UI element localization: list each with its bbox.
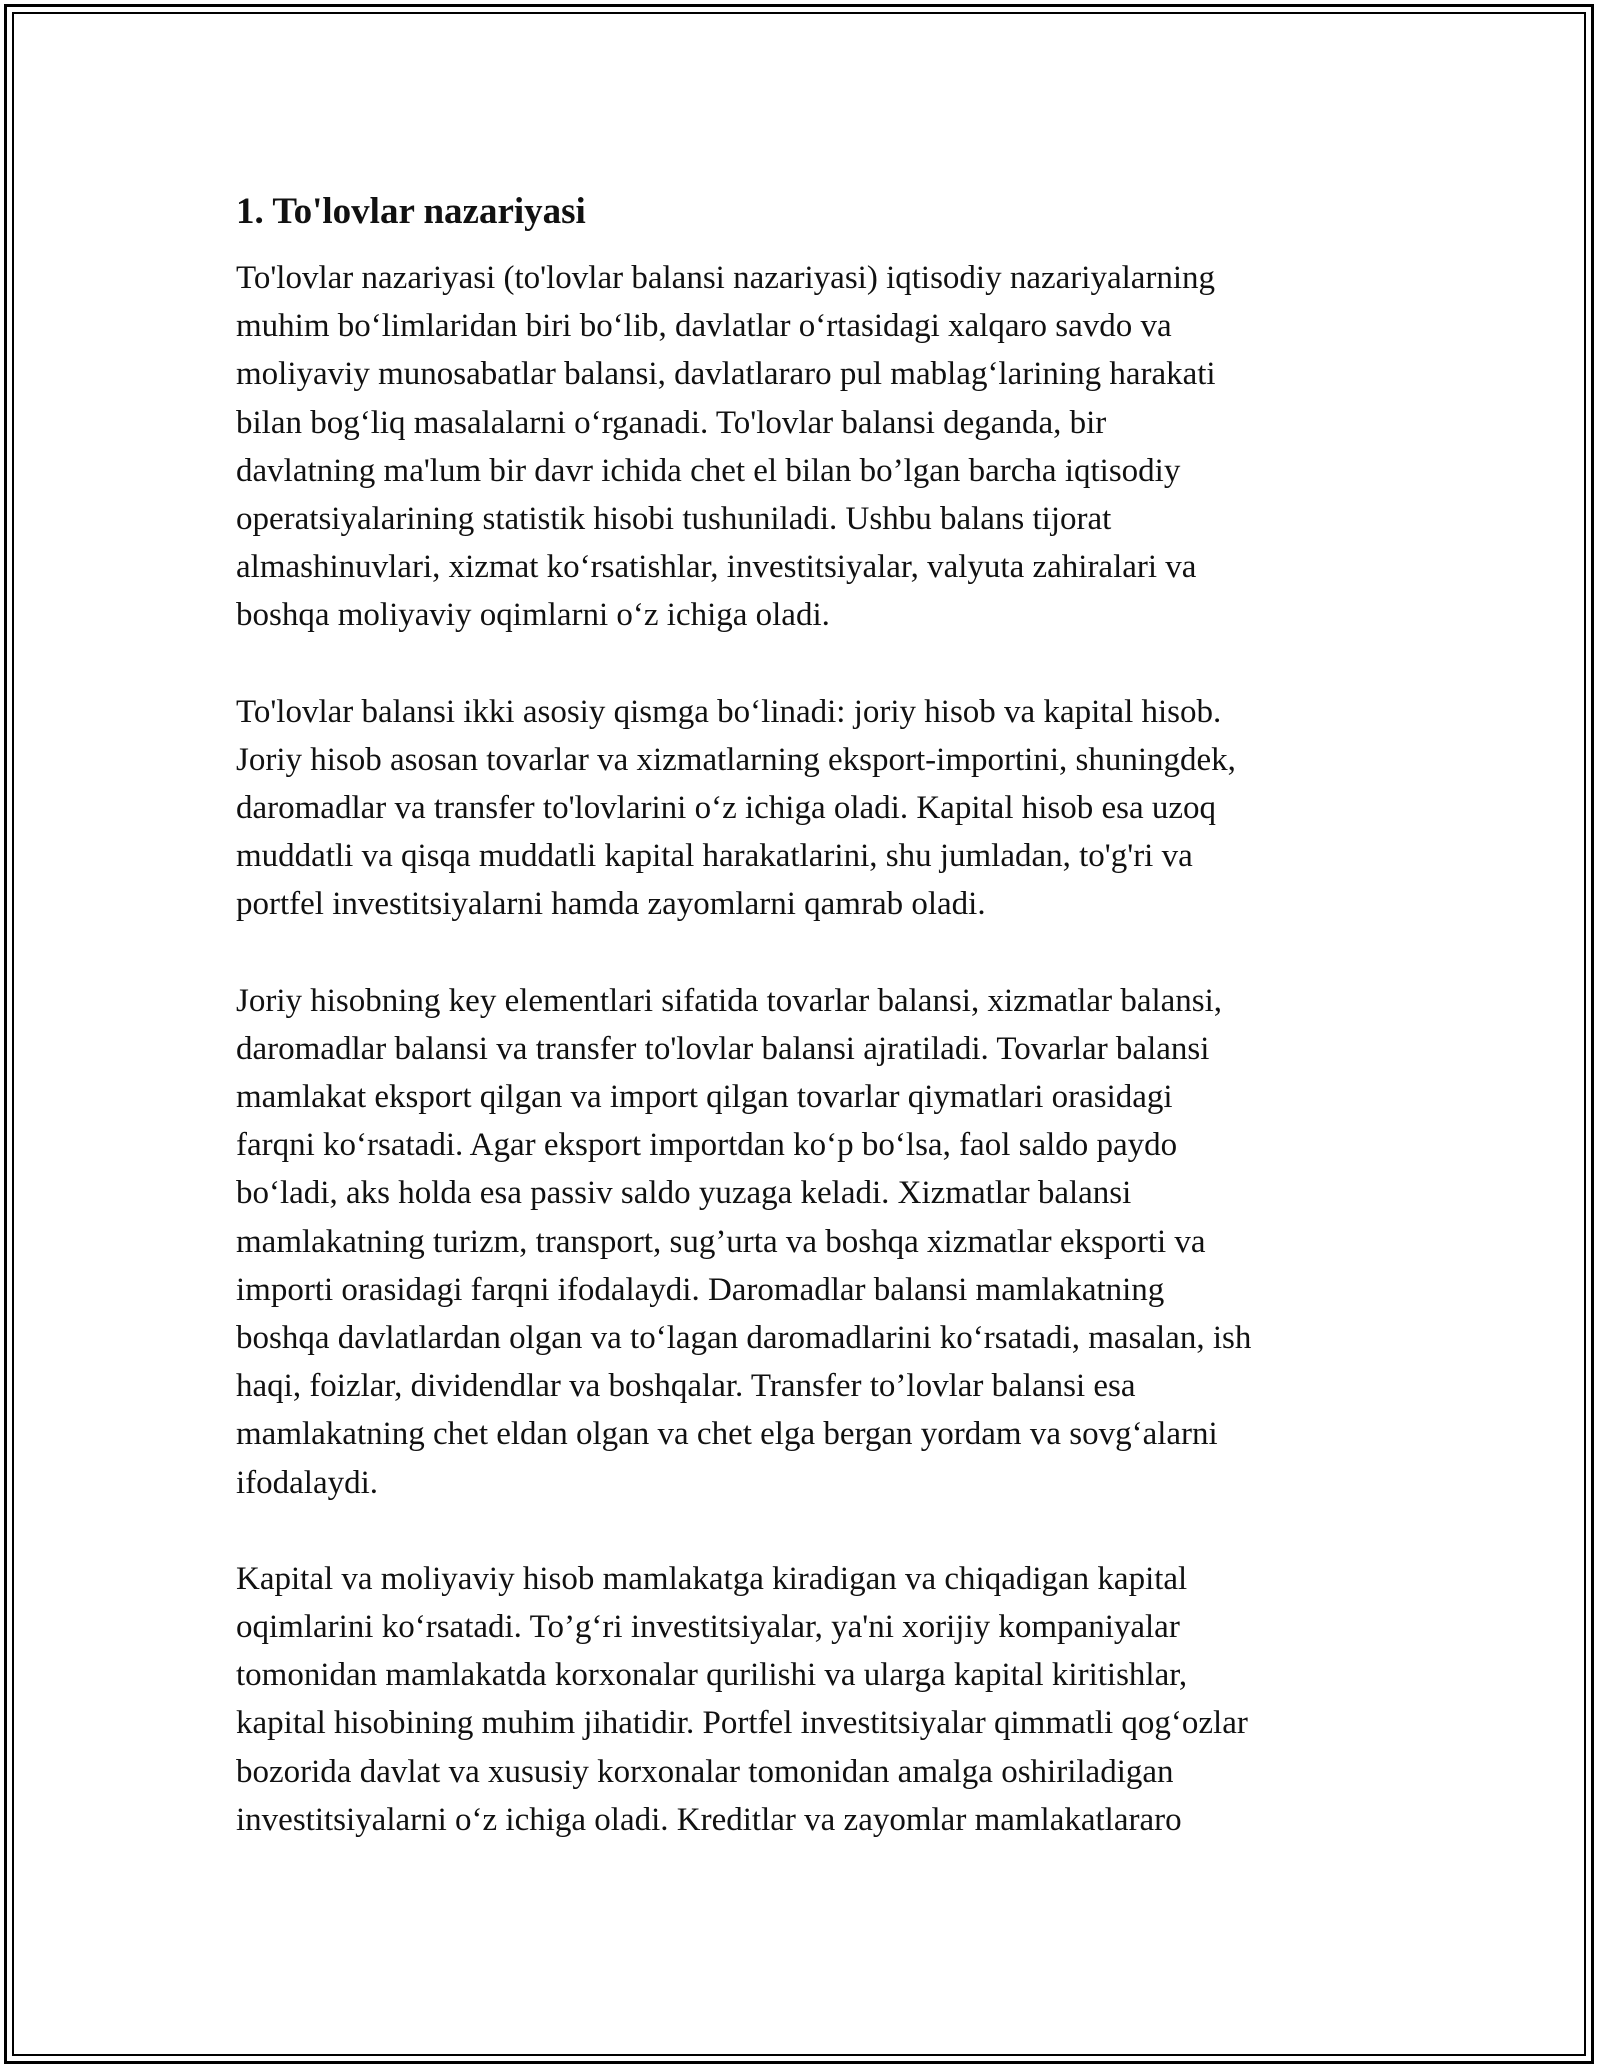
document-body — [236, 188, 1366, 1892]
text-line: davlatning ma'lum bir davr ichida chet el bilan bo’lgan barcha iqtisodiy — [236, 452, 1181, 489]
text-line: bo‘ladi, aks holda esa passiv saldo yuzaga keladi. Xizmatlar balansi — [236, 1175, 1132, 1212]
text-line: muddatli va qisqa muddatli kapital harakatlarini, shu jumladan, to'g'ri va — [236, 838, 1193, 875]
text-line: oqimlarini ko‘rsatadi. To’g‘ri investitsiyalar, ya'ni xorijiy kompaniyalar — [236, 1609, 1180, 1646]
section-heading: 1. To'lovlar nazariyasi — [236, 191, 586, 232]
text-line: Joriy hisobning key elementlari sifatida tovarlar balansi, xizmatlar balansi, — [236, 982, 1223, 1019]
text-line: daromadlar va transfer to'lovlarini o‘z ichiga oladi. Kapital hisob esa uzoq — [236, 790, 1217, 827]
paragraph-3 — [236, 977, 1366, 1507]
text-line: boshqa davlatlardan olgan va to‘lagan daromadlarini ko‘rsatadi, masalan, ish — [236, 1320, 1252, 1357]
text-line: tomonidan mamlakatda korxonalar qurilishi va ularga kapital kiritishlar, — [236, 1657, 1188, 1694]
text-line: Joriy hisob asosan tovarlar va xizmatlarning eksport-importini, shuningdek, — [236, 741, 1236, 778]
text-line: kapital hisobining muhim jihatidir. Portfel investitsiyalar qimmatli qog‘ozlar — [236, 1705, 1248, 1742]
text-line: importi orasidagi farqni ifodalaydi. Daromadlar balansi mamlakatning — [236, 1271, 1165, 1308]
paragraph-4 — [236, 1555, 1366, 1844]
text-line: mamlakatning chet eldan olgan va chet elga bergan yordam va sovg‘alarni — [236, 1416, 1218, 1453]
text-line: almashinuvlari, xizmat ko‘rsatishlar, investitsiyalar, valyuta zahiralari va — [236, 549, 1197, 586]
text-line: boshqa moliyaviy oqimlarni o‘z ichiga oladi. — [236, 597, 830, 634]
text-line: daromadlar balansi va transfer to'lovlar balansi ajratiladi. Tovarlar balansi — [236, 1030, 1210, 1067]
text-line: moliyaviy munosabatlar balansi, davlatlararo pul mablag‘larining harakati — [236, 356, 1216, 393]
text-line: mamlakatning turizm, transport, sug’urta va boshqa xizmatlar eksporti va — [236, 1223, 1206, 1260]
text-line: haqi, foizlar, dividendlar va boshqalar. Transfer to’lovlar balansi esa — [236, 1368, 1136, 1405]
text-line: ifodalaydi. — [236, 1464, 379, 1501]
text-line: operatsiyalarining statistik hisobi tushuniladi. Ushbu balans tijorat — [236, 501, 1112, 538]
text-line: investitsiyalarni o‘z ichiga oladi. Kreditlar va zayomlar mamlakatlararo — [236, 1801, 1182, 1838]
text-line: portfel investitsiyalarni hamda zayomlarni qamrab oladi. — [236, 886, 986, 923]
text-line: Kapital va moliyaviy hisob mamlakatga kiradigan va chiqadigan kapital — [236, 1560, 1188, 1597]
text-line: bilan bog‘liq masalalarni o‘rganadi. To'lovlar balansi deganda, bir — [236, 404, 1107, 441]
text-line: To'lovlar balansi ikki asosiy qismga bo‘linadi: joriy hisob va kapital hisob. — [236, 693, 1222, 730]
paragraph-2 — [236, 688, 1366, 929]
text-line: mamlakat eksport qilgan va import qilgan tovarlar qiymatlari orasidagi — [236, 1079, 1173, 1116]
text-line: farqni ko‘rsatadi. Agar eksport importdan ko‘p bo‘lsa, faol saldo paydo — [236, 1127, 1178, 1164]
text-line: bozorida davlat va xususiy korxonalar tomonidan amalga oshiriladigan — [236, 1753, 1174, 1790]
text-line: muhim bo‘limlaridan biri bo‘lib, davlatlar o‘rtasidagi xalqaro savdo va — [236, 308, 1172, 345]
text-line: To'lovlar nazariyasi (to'lovlar balansi nazariyasi) iqtisodiy nazariyalarning — [236, 260, 1216, 296]
paragraph-1 — [236, 254, 1366, 640]
